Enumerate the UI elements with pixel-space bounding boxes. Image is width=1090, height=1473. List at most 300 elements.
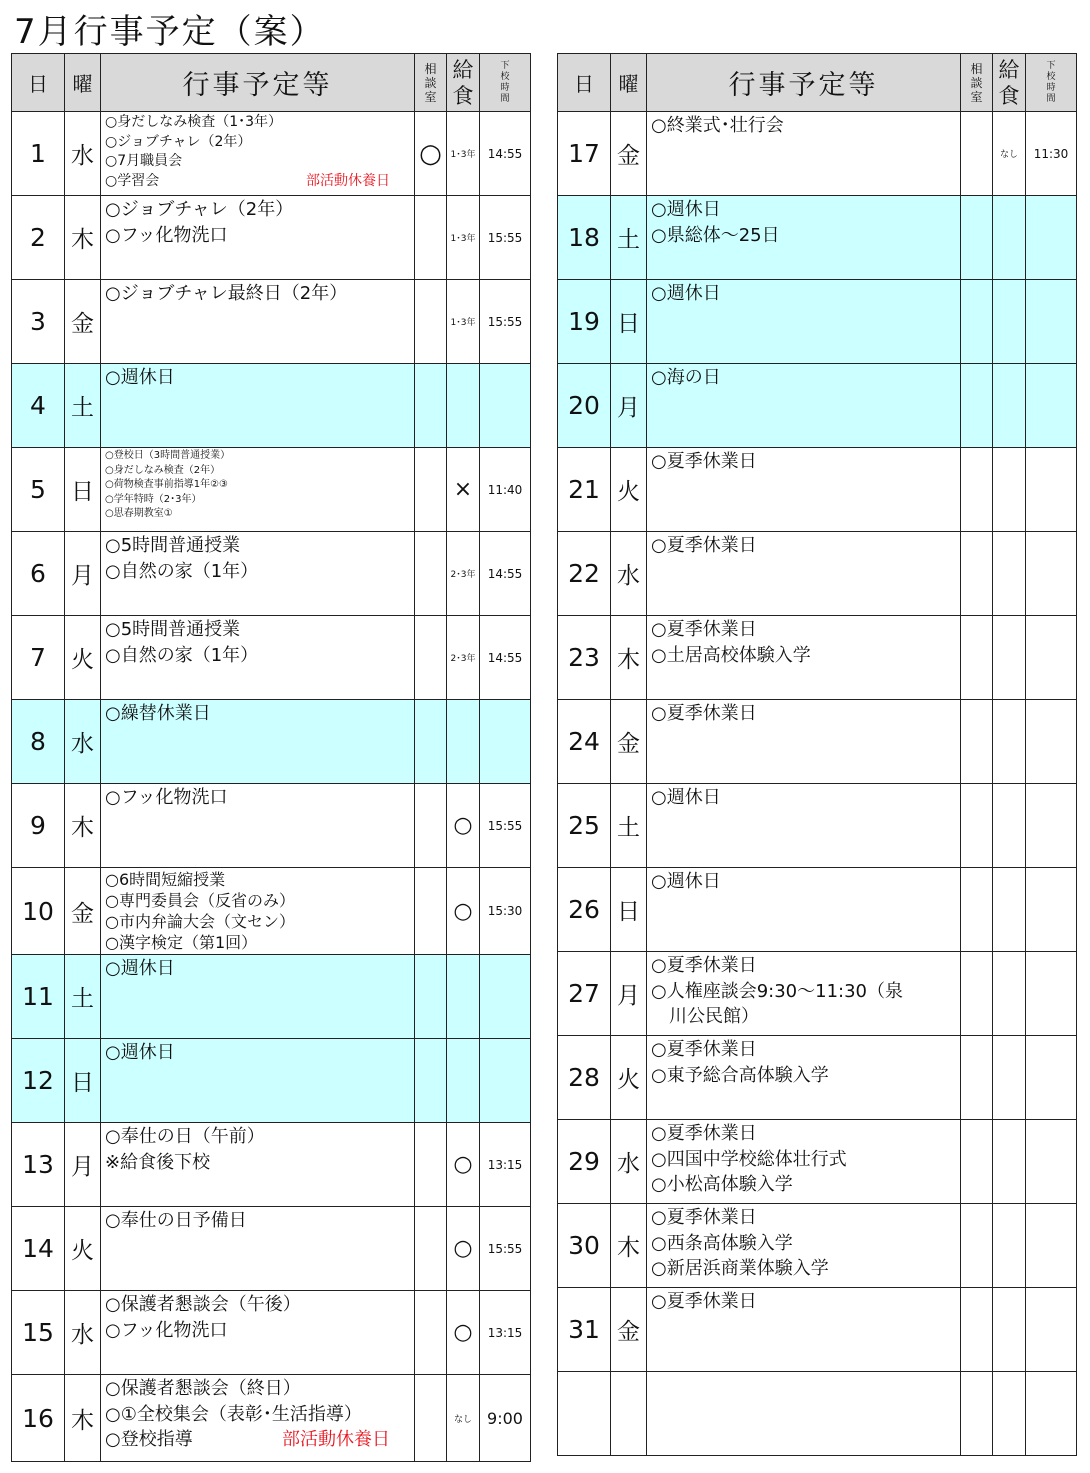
dismissal-time: [1026, 1288, 1077, 1372]
lunch-status: [993, 1120, 1026, 1204]
weekday: 火: [611, 448, 647, 532]
event-item: ○終業式･壮行会: [651, 115, 784, 136]
header-events: 行事予定等: [647, 54, 961, 112]
lunch-status: 2･3年: [447, 616, 480, 700]
table-row: [12, 448, 531, 532]
event-list: [101, 1291, 415, 1375]
table-row: [12, 1123, 531, 1207]
dismissal-time: 11:40: [480, 448, 531, 532]
consult-room-mark: [961, 280, 993, 364]
weekday: 水: [65, 1291, 101, 1375]
dismissal-time: [1026, 952, 1077, 1036]
event-list: [647, 868, 961, 952]
event-list: [647, 448, 961, 532]
event-item: ○専門委員会（反省のみ）: [105, 891, 295, 910]
weekday: 火: [611, 1036, 647, 1120]
event-list: [101, 784, 415, 868]
event-item: ○週休日: [651, 871, 721, 892]
event-list: [647, 1204, 961, 1288]
weekday: 木: [611, 1204, 647, 1288]
day-number: 1: [12, 112, 65, 196]
day-number: 28: [558, 1036, 611, 1120]
table-row: [558, 700, 1077, 784]
table-row: [12, 1039, 531, 1123]
event-item: ○5時間普通授業: [105, 535, 241, 556]
day-number: 8: [12, 700, 65, 784]
weekday: 木: [611, 616, 647, 700]
dismissal-time: [1026, 868, 1077, 952]
lunch-status: [993, 700, 1026, 784]
dismissal-time: 13:15: [480, 1291, 531, 1375]
dismissal-time: [1026, 280, 1077, 364]
table-row: [558, 1036, 1077, 1120]
lunch-status: [993, 784, 1026, 868]
table-row: [558, 196, 1077, 280]
event-list: [101, 1207, 415, 1291]
dismissal-time: 13:15: [480, 1123, 531, 1207]
consult-room-mark: [415, 1291, 447, 1375]
event-item: ○西条高体験入学: [651, 1232, 793, 1254]
event-list: [647, 532, 961, 616]
consult-room-mark: [415, 1123, 447, 1207]
club-rest-note: 部活動休養日: [306, 172, 390, 189]
day-number: 19: [558, 280, 611, 364]
day-number: 26: [558, 868, 611, 952]
weekday: 月: [65, 1123, 101, 1207]
lunch-status: [447, 364, 480, 448]
event-item: ○フッ化物洗口: [105, 787, 228, 808]
table-row: [558, 1288, 1077, 1372]
event-item: ○7月職員会: [105, 153, 183, 169]
day-number: 13: [12, 1123, 65, 1207]
header-day: 日: [558, 54, 611, 112]
dismissal-time: 14:55: [480, 532, 531, 616]
page-title: 7月行事予定（案）: [14, 12, 326, 52]
event-item: ○人権座談会9:30～11:30（泉: [651, 980, 903, 1002]
dismissal-time: [1026, 196, 1077, 280]
consult-room-mark: [415, 196, 447, 280]
day-number: 16: [12, 1375, 65, 1462]
event-list: [647, 1036, 961, 1120]
event-item: ○登校日（3時間普通授業）: [105, 450, 231, 461]
day-number: 31: [558, 1288, 611, 1372]
event-list: [101, 868, 415, 955]
event-item: ○自然の家（1年）: [105, 560, 259, 582]
event-list: [647, 196, 961, 280]
event-item: ○ジョブチャレ最終日（2年）: [105, 283, 348, 304]
consult-room-mark: [415, 280, 447, 364]
event-line-with-note: [105, 172, 410, 192]
event-item: ○ジョブチャレ（2年）: [105, 133, 252, 150]
weekday: 水: [65, 112, 101, 196]
day-number: 18: [558, 196, 611, 280]
day-number: 3: [12, 280, 65, 364]
club-rest-note: 部活動休養日: [282, 1429, 390, 1450]
day-number: 20: [558, 364, 611, 448]
day-number: [558, 1372, 611, 1456]
header-consult: [961, 54, 993, 112]
day-number: 6: [12, 532, 65, 616]
lunch-status: [993, 952, 1026, 1036]
event-item: ○保護者懇談会（終日）: [105, 1378, 301, 1399]
dismissal-time: 15:55: [480, 196, 531, 280]
schedule-body-left: [12, 112, 531, 1462]
weekday: 金: [611, 112, 647, 196]
day-number: 12: [12, 1039, 65, 1123]
event-item: ※給食後下校: [105, 1151, 211, 1173]
weekday: 土: [65, 955, 101, 1039]
day-number: 9: [12, 784, 65, 868]
dismissal-time: 14:55: [480, 112, 531, 196]
header-dismissal-char: 時: [500, 82, 510, 93]
table-row: [12, 112, 531, 196]
dismissal-time: 15:55: [480, 280, 531, 364]
weekday: 木: [65, 196, 101, 280]
table-row: [558, 364, 1077, 448]
table-row: [12, 955, 531, 1039]
event-item: ○6時間短縮授業: [105, 870, 226, 889]
dismissal-time: [1026, 1120, 1077, 1204]
event-item: ○学習会: [105, 172, 160, 189]
weekday: 金: [65, 280, 101, 364]
event-item: ○保護者懇談会（午後）: [105, 1294, 301, 1315]
weekday: 木: [65, 784, 101, 868]
consult-room-mark: [961, 1372, 993, 1456]
event-list: [647, 364, 961, 448]
lunch-status: ○: [447, 868, 480, 955]
event-list: [647, 616, 961, 700]
day-number: 15: [12, 1291, 65, 1375]
lunch-status: ○: [447, 1207, 480, 1291]
event-list: [101, 1123, 415, 1207]
table-row: [12, 1207, 531, 1291]
event-item: ○週休日: [105, 958, 175, 979]
event-item: ○夏季休業日: [651, 451, 757, 472]
consult-room-mark: [415, 364, 447, 448]
lunch-status: [993, 1204, 1026, 1288]
table-row: [12, 196, 531, 280]
event-item: ○漢字検定（第1回）: [105, 933, 258, 952]
header-dismissal: [480, 54, 531, 112]
table-row: [12, 364, 531, 448]
schedule-table-right: [557, 53, 1077, 1456]
lunch-status: ×: [447, 448, 480, 532]
header-lunch-char: 給: [452, 57, 474, 82]
event-item: ○夏季休業日: [651, 1123, 757, 1144]
consult-room-mark: [961, 1204, 993, 1288]
table-row: [12, 700, 531, 784]
dismissal-time: [1026, 1372, 1077, 1456]
dismissal-time: 9:00: [480, 1375, 531, 1462]
day-number: 24: [558, 700, 611, 784]
weekday: 日: [65, 448, 101, 532]
event-list: [101, 448, 415, 532]
header-dismissal-char: 時: [1046, 82, 1056, 93]
table-row: [12, 280, 531, 364]
consult-room-mark: [961, 616, 993, 700]
event-item: ○ジョブチャレ（2年）: [105, 199, 294, 220]
lunch-status: [993, 280, 1026, 364]
weekday: 日: [611, 868, 647, 952]
consult-room-mark: [415, 955, 447, 1039]
event-item: ○夏季休業日: [651, 1039, 757, 1060]
day-number: 23: [558, 616, 611, 700]
header-lunch: [993, 54, 1026, 112]
day-number: 4: [12, 364, 65, 448]
consult-room-mark: [415, 1207, 447, 1291]
consult-room-mark: [961, 700, 993, 784]
lunch-status: なし: [447, 1375, 480, 1462]
dismissal-time: [480, 364, 531, 448]
event-list: [647, 280, 961, 364]
consult-room-mark: [961, 952, 993, 1036]
event-item: ○自然の家（1年）: [105, 644, 259, 666]
schedule-table-left: [11, 53, 531, 1462]
event-item: ○夏季休業日: [651, 619, 757, 640]
lunch-status: [993, 1036, 1026, 1120]
event-item: ○5時間普通授業: [105, 619, 241, 640]
consult-room-mark: [415, 1039, 447, 1123]
dismissal-time: [1026, 784, 1077, 868]
header-events: 行事予定等: [101, 54, 415, 112]
consult-room-mark: [961, 448, 993, 532]
event-list: [647, 1372, 961, 1456]
weekday: [611, 1372, 647, 1456]
header-dismissal-char: 間: [1046, 93, 1056, 104]
weekday: 水: [65, 700, 101, 784]
event-list: [647, 112, 961, 196]
header-consult-char: 談: [970, 75, 983, 90]
day-number: 2: [12, 196, 65, 280]
consult-room-mark: [961, 532, 993, 616]
table-row: [12, 532, 531, 616]
day-number: 21: [558, 448, 611, 532]
dismissal-time: 15:30: [480, 868, 531, 955]
table-row: [558, 448, 1077, 532]
event-item: ○フッ化物洗口: [105, 224, 228, 246]
header-consult: [415, 54, 447, 112]
lunch-status: [447, 700, 480, 784]
weekday: 水: [611, 1120, 647, 1204]
event-list: [647, 1120, 961, 1204]
day-number: 29: [558, 1120, 611, 1204]
table-row: [558, 868, 1077, 952]
event-list: [101, 700, 415, 784]
lunch-status: 1･3年: [447, 112, 480, 196]
lunch-status: [993, 364, 1026, 448]
consult-room-mark: [415, 448, 447, 532]
day-number: 25: [558, 784, 611, 868]
event-item: ○小松高体験入学: [651, 1174, 793, 1195]
event-list: [101, 280, 415, 364]
dismissal-time: [1026, 448, 1077, 532]
lunch-status: [447, 955, 480, 1039]
event-item: ○週休日: [651, 199, 721, 220]
day-number: 5: [12, 448, 65, 532]
consult-room-mark: [961, 1288, 993, 1372]
lunch-status: [993, 868, 1026, 952]
weekday: 木: [65, 1375, 101, 1462]
event-item: ○東予総合高体験入学: [651, 1064, 829, 1086]
consult-room-mark: [415, 784, 447, 868]
weekday: 土: [65, 364, 101, 448]
lunch-status: [993, 448, 1026, 532]
event-item: ○週休日: [105, 367, 175, 388]
table-row: [558, 1204, 1077, 1288]
event-line-with-note: [105, 1427, 410, 1453]
lunch-status: [447, 1039, 480, 1123]
consult-room-mark: [415, 532, 447, 616]
dismissal-time: [1026, 1204, 1077, 1288]
lunch-status: [993, 532, 1026, 616]
dismissal-time: [1026, 1036, 1077, 1120]
lunch-status: 1･3年: [447, 280, 480, 364]
header-consult-char: 相: [424, 61, 437, 76]
consult-room-mark: [961, 784, 993, 868]
day-number: 11: [12, 955, 65, 1039]
header-lunch-char: 食: [998, 83, 1020, 108]
event-list: [647, 1288, 961, 1372]
header-dismissal: [1026, 54, 1077, 112]
day-number: 14: [12, 1207, 65, 1291]
header-weekday: 曜: [611, 54, 647, 112]
table-row: [558, 1120, 1077, 1204]
header-dismissal-char: 校: [500, 71, 510, 82]
event-list: [647, 784, 961, 868]
dismissal-time: [1026, 700, 1077, 784]
header-weekday: 曜: [65, 54, 101, 112]
header-lunch-char: 食: [452, 83, 474, 108]
lunch-status: [993, 616, 1026, 700]
event-item: ○週休日: [651, 283, 721, 304]
event-item: ○夏季休業日: [651, 535, 757, 556]
consult-room-mark: [961, 1036, 993, 1120]
event-item: ○四国中学校総体壮行式: [651, 1148, 847, 1170]
table-row: [558, 112, 1077, 196]
event-list: [101, 1375, 415, 1462]
table-row: [558, 532, 1077, 616]
event-item: ○学年特時（2･3年）: [105, 493, 202, 505]
weekday: 金: [611, 1288, 647, 1372]
weekday: 月: [65, 532, 101, 616]
weekday: 金: [611, 700, 647, 784]
consult-room-mark: [961, 364, 993, 448]
header-dismissal-char: 下: [1046, 60, 1056, 71]
lunch-status: 2･3年: [447, 532, 480, 616]
lunch-status: ○: [447, 1291, 480, 1375]
header-dismissal-char: 間: [500, 93, 510, 104]
dismissal-time: [480, 955, 531, 1039]
table-row: [12, 1375, 531, 1462]
weekday: 土: [611, 784, 647, 868]
table-row: [12, 868, 531, 955]
event-list: [101, 196, 415, 280]
table-row: [558, 616, 1077, 700]
lunch-status: なし: [993, 112, 1026, 196]
dismissal-time: 14:55: [480, 616, 531, 700]
lunch-status: ○: [447, 1123, 480, 1207]
event-item: ○身だしなみ検査（1･3年）: [105, 114, 283, 130]
event-item: ○登校指導: [105, 1429, 193, 1450]
consult-room-mark: ○: [415, 112, 447, 196]
header-consult-char: 談: [424, 75, 437, 90]
event-item: ○奉仕の日（午前）: [105, 1126, 265, 1147]
lunch-status: [993, 196, 1026, 280]
event-list: [101, 364, 415, 448]
event-item: ○夏季休業日: [651, 1291, 757, 1312]
weekday: 日: [65, 1039, 101, 1123]
event-list: [101, 1039, 415, 1123]
header-dismissal-char: 校: [1046, 71, 1056, 82]
header-lunch-char: 給: [998, 57, 1020, 82]
event-item: ○荷物検査事前指導1年②③: [105, 479, 229, 490]
header-dismissal-char: 下: [500, 60, 510, 71]
event-item: ○週休日: [105, 1042, 175, 1063]
event-item: ○思春期教室①: [105, 508, 173, 519]
lunch-status: ○: [447, 784, 480, 868]
day-number: 27: [558, 952, 611, 1036]
table-header-row: [12, 54, 531, 112]
header-consult-char: 室: [970, 89, 983, 104]
weekday: 水: [611, 532, 647, 616]
dismissal-time: [480, 1039, 531, 1123]
lunch-status: [993, 1288, 1026, 1372]
weekday: 土: [611, 196, 647, 280]
dismissal-time: [1026, 616, 1077, 700]
header-consult-char: 室: [424, 89, 437, 104]
day-number: 10: [12, 868, 65, 955]
event-item: 川公民館）: [651, 1006, 759, 1027]
consult-room-mark: [415, 868, 447, 955]
weekday: 火: [65, 1207, 101, 1291]
day-number: 17: [558, 112, 611, 196]
table-row: [12, 616, 531, 700]
dismissal-time: [1026, 364, 1077, 448]
table-row: [558, 784, 1077, 868]
event-item: ○①全校集会（表彰･生活指導）: [105, 1403, 362, 1425]
event-item: ○繰替休業日: [105, 703, 211, 724]
event-item: ○身だしなみ検査（2年）: [105, 464, 221, 476]
weekday: 金: [65, 868, 101, 955]
header-day: 日: [12, 54, 65, 112]
consult-room-mark: [961, 112, 993, 196]
event-item: ○夏季休業日: [651, 1207, 757, 1228]
table-row: [12, 1291, 531, 1375]
event-list: [101, 112, 415, 196]
event-item: ○フッ化物洗口: [105, 1319, 228, 1341]
dismissal-time: [1026, 532, 1077, 616]
event-item: ○奉仕の日予備日: [105, 1210, 247, 1231]
lunch-status: [993, 1372, 1026, 1456]
header-consult-char: 相: [970, 61, 983, 76]
consult-room-mark: [415, 1375, 447, 1462]
weekday: 火: [65, 616, 101, 700]
event-list: [101, 955, 415, 1039]
day-number: 30: [558, 1204, 611, 1288]
event-item: ○土居高校体験入学: [651, 644, 811, 666]
weekday: 日: [611, 280, 647, 364]
dismissal-time: 15:55: [480, 784, 531, 868]
event-list: [101, 532, 415, 616]
event-item: ○夏季休業日: [651, 703, 757, 724]
event-item: ○新居浜商業体験入学: [651, 1258, 829, 1279]
header-lunch: [447, 54, 480, 112]
lunch-status: 1･3年: [447, 196, 480, 280]
event-list: [647, 700, 961, 784]
event-list: [647, 952, 961, 1036]
day-number: 22: [558, 532, 611, 616]
event-item: ○週休日: [651, 787, 721, 808]
